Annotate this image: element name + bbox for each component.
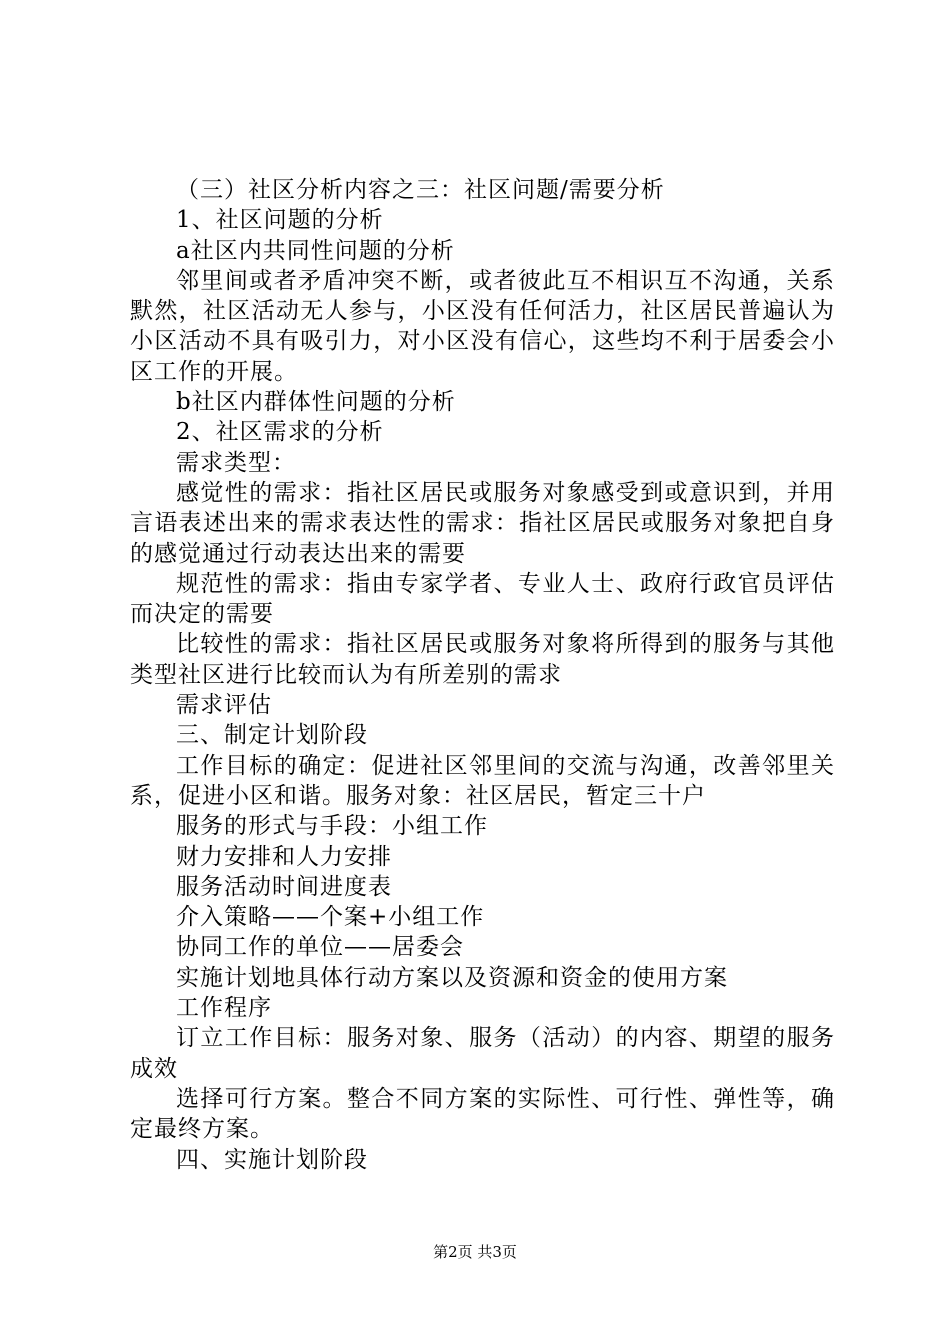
section-heading: 四、实施计划阶段 xyxy=(176,1146,368,1173)
body-paragraph: 比较性的需求：指社区居民或服务对象将所得到的服务与其他类型社区进行比较而认为有所差别的需求 xyxy=(130,631,835,688)
body-paragraph: 财力安排和人力安排 xyxy=(176,843,392,870)
body-paragraph: 协同工作的单位——居委会 xyxy=(176,934,464,961)
body-paragraph: 实施计划地具体行动方案以及资源和资金的使用方案 xyxy=(176,964,728,991)
body-paragraph: 工作目标的确定：促进社区邻里间的交流与沟通，改善邻里关系，促进小区和谐。服务对象：社区居民，暂定三十户 xyxy=(130,752,835,809)
body-paragraph: 订立工作目标：服务对象、服务（活动）的内容、期望的服务成效 xyxy=(130,1025,835,1082)
section-heading: （三）社区分析内容之三：社区问题/需要分析 xyxy=(176,177,665,203)
body-paragraph: 邻里间或者矛盾冲突不断，或者彼此互不相识互不沟通，关系默然，社区活动无人参与，小区没有任何活力，社区居民普遍认为小区活动不具有吸引力，对小区没有信心，这些均不利于居委会小区工作的开展。 xyxy=(130,267,835,385)
subsection-heading: 2、社区需求的分析 xyxy=(176,419,384,446)
body-paragraph: 需求类型： xyxy=(176,449,296,476)
body-paragraph: 需求评估 xyxy=(176,692,272,719)
subsection-heading: a社区内共同性问题的分析 xyxy=(176,237,455,264)
document-body xyxy=(130,175,835,1175)
body-paragraph: 规范性的需求：指由专家学者、专业人士、政府行政官员评估而决定的需要 xyxy=(130,570,835,628)
subsection-heading: b社区内群体性问题的分析 xyxy=(176,389,456,416)
body-paragraph: 感觉性的需求：指社区居民或服务对象感受到或意识到，并用言语表述出来的需求表达性的需求：指社区居民或服务对象把自身的感觉通过行动表达出来的需要 xyxy=(130,479,835,567)
body-paragraph: 介入策略——个案+小组工作 xyxy=(176,904,485,931)
body-paragraph: 服务的形式与手段：小组工作 xyxy=(176,813,488,840)
page-number-footer: 第2页 共3页 xyxy=(433,1243,517,1261)
subsection-heading: 1、社区问题的分析 xyxy=(176,207,384,234)
body-paragraph: 工作程序 xyxy=(176,995,272,1022)
body-paragraph: 服务活动时间进度表 xyxy=(176,873,392,900)
section-heading: 三、制定计划阶段 xyxy=(176,722,368,749)
body-paragraph: 选择可行方案。整合不同方案的实际性、可行性、弹性等，确定最终方案。 xyxy=(130,1085,835,1143)
